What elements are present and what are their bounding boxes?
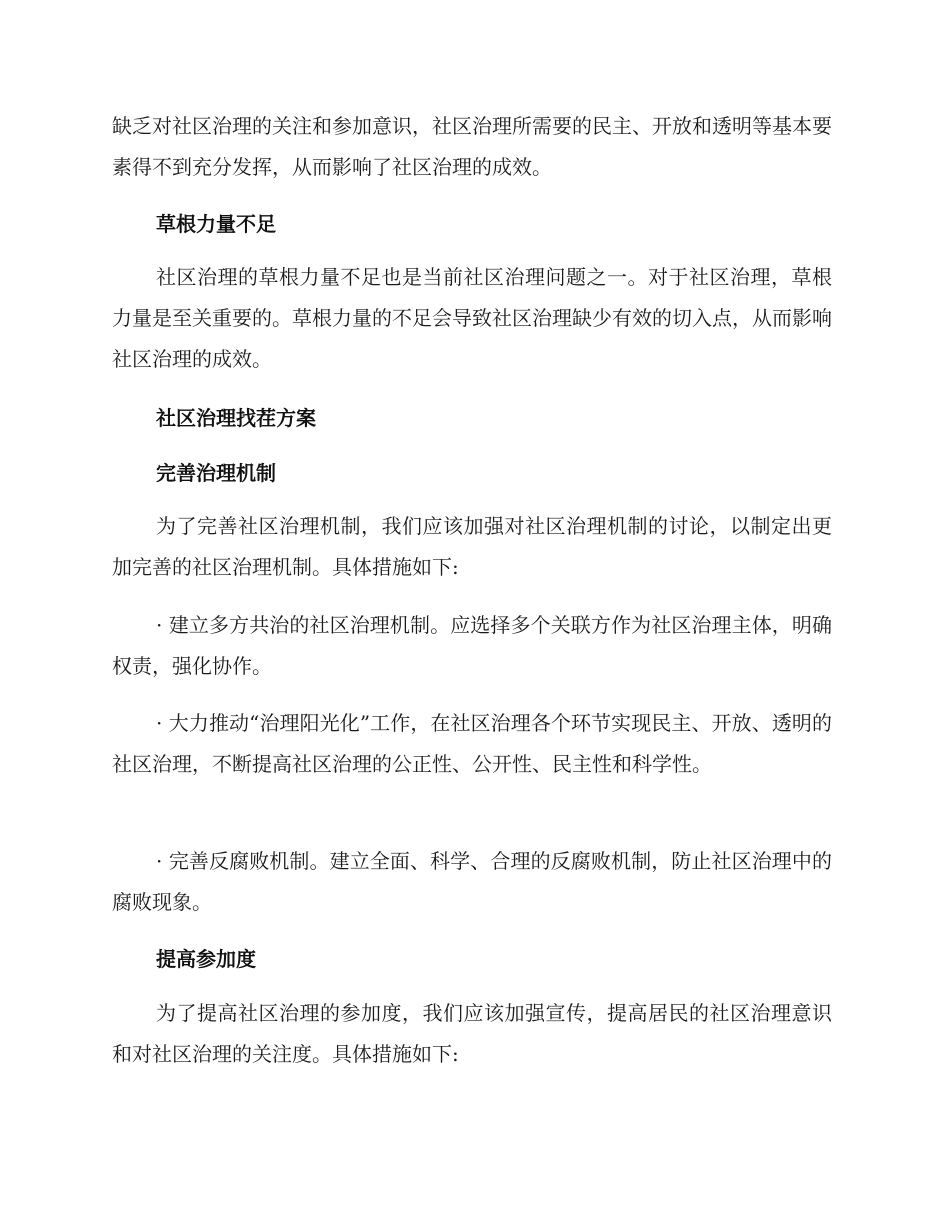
- paragraph-text: 社区治理的草根力量不足也是当前社区治理问题之一。对于社区治理，草根力量是至关重要的。草根力量的不足会导致社区治理缺少有效的切入点，从而影响社区治理的成效。: [112, 265, 832, 371]
- bullet-text: · 建立多方共治的社区治理机制。应选择多个关联方作为社区治理主体，明确权责，强化协作。: [112, 613, 832, 678]
- paragraph-text: 为了完善社区治理机制，我们应该加强对社区治理机制的讨论，以制定出更加完善的社区治理机制。具体措施如下:: [112, 514, 832, 579]
- bullet-item-2: [112, 703, 832, 785]
- paragraph-text: 缺乏对社区治理的关注和参加意识，社区治理所需要的民主、开放和透明等基本要素得不到充分发挥，从而影响了社区治理的成效。: [112, 114, 832, 179]
- bullet-text: · 完善反腐败机制。建立全面、科学、合理的反腐败机制，防止社区治理中的腐败现象。: [112, 849, 832, 914]
- paragraph-text: 为了提高社区治理的参加度，我们应该加强宣传，提高居民的社区治理意识和对社区治理的关注度。具体措施如下:: [112, 1001, 832, 1066]
- bullet-item-3: [112, 841, 832, 923]
- bullet-text: · 大力推动“治理阳光化”工作，在社区治理各个环节实现民主、开放、透明的社区治理，不断提高社区治理的公正性、公开性、民主性和科学性。: [112, 711, 832, 776]
- bullet-item-1: [112, 605, 832, 687]
- heading-participation: 提高参加度: [156, 947, 256, 971]
- heading-mechanism: 完善治理机制: [156, 461, 276, 485]
- paragraph-continued: [112, 106, 832, 188]
- heading-plan: 社区治理找茬方案: [156, 406, 316, 430]
- paragraph-mechanism: [112, 506, 832, 588]
- heading-grassroots: 草根力量不足: [156, 212, 276, 236]
- paragraph-participation: [112, 993, 832, 1075]
- paragraph-grassroots: [112, 257, 832, 380]
